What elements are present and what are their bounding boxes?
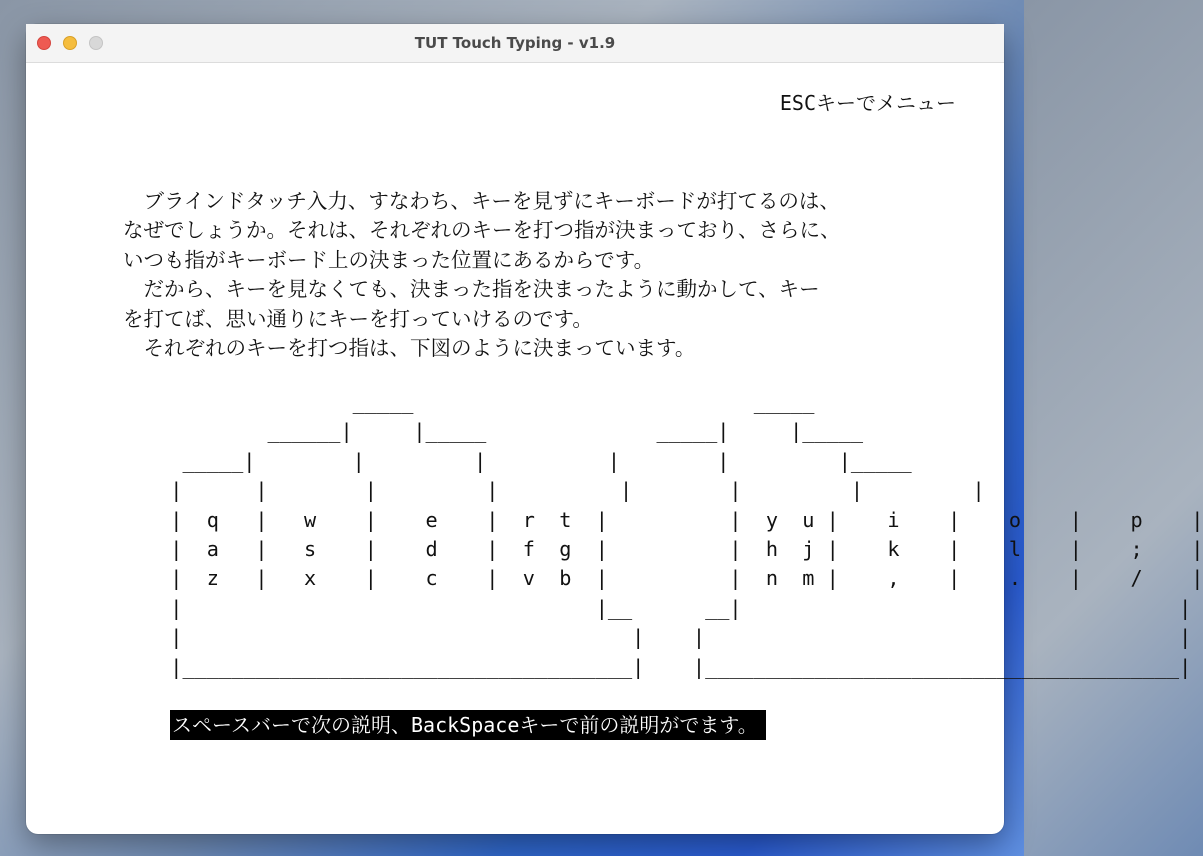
diagram-line: | | | | bbox=[146, 625, 1192, 650]
explanation-line: を打てば、思い通りにキーを打っていけるのです。 bbox=[123, 306, 593, 331]
diagram-line: | a | s | d | f g | | h j | k | l | ; | bbox=[146, 537, 1203, 562]
explanation-line: それぞれのキーを打つ指は、下図のように決まっています。 bbox=[123, 335, 696, 360]
explanation-line: いつも指がキーボード上の決まった位置にあるからです。 bbox=[123, 247, 655, 272]
menu-hint: ESCキーでメニュー bbox=[779, 91, 956, 115]
diagram-line: | q | w | e | r t | | y u | i | o | p | bbox=[146, 507, 1203, 532]
diagram-line: |_____________________________________| |_______________________________________| bbox=[146, 654, 1192, 679]
main-content bbox=[26, 63, 1203, 834]
diagram-line: _____ _____ bbox=[146, 390, 815, 414]
title-bar[interactable] bbox=[26, 24, 1004, 63]
navigation-hint: スペースバーで次の説明、BackSpaceキーで前の説明がでます。 bbox=[170, 710, 766, 740]
diagram-line: | | | | | | | | bbox=[146, 478, 985, 503]
diagram-line: | z | x | c | v b | | n m | , | . | / | bbox=[146, 566, 1203, 591]
app-window bbox=[26, 24, 1203, 834]
diagram-line: ______| |_____ _____| |_____ bbox=[146, 419, 864, 444]
explanation-line: ブラインドタッチ入力、すなわち、キーを見ずにキーボードが打てるのは、 bbox=[123, 189, 840, 213]
explanation-text bbox=[123, 187, 973, 363]
window-title: TUT Touch Typing - v1.9 bbox=[414, 34, 616, 52]
diagram-line: _____| | | | | |_____ bbox=[146, 448, 912, 473]
explanation-line: だから、キーを見なくても、決まった指を決まったように動かして、キー bbox=[123, 277, 820, 302]
finger-diagram bbox=[146, 388, 1203, 682]
diagram-line: | |__ __| | bbox=[146, 595, 1192, 620]
explanation-line: なぜでしょうか。それは、それぞれのキーを打つ指が決まっており、さらに、 bbox=[123, 218, 841, 243]
